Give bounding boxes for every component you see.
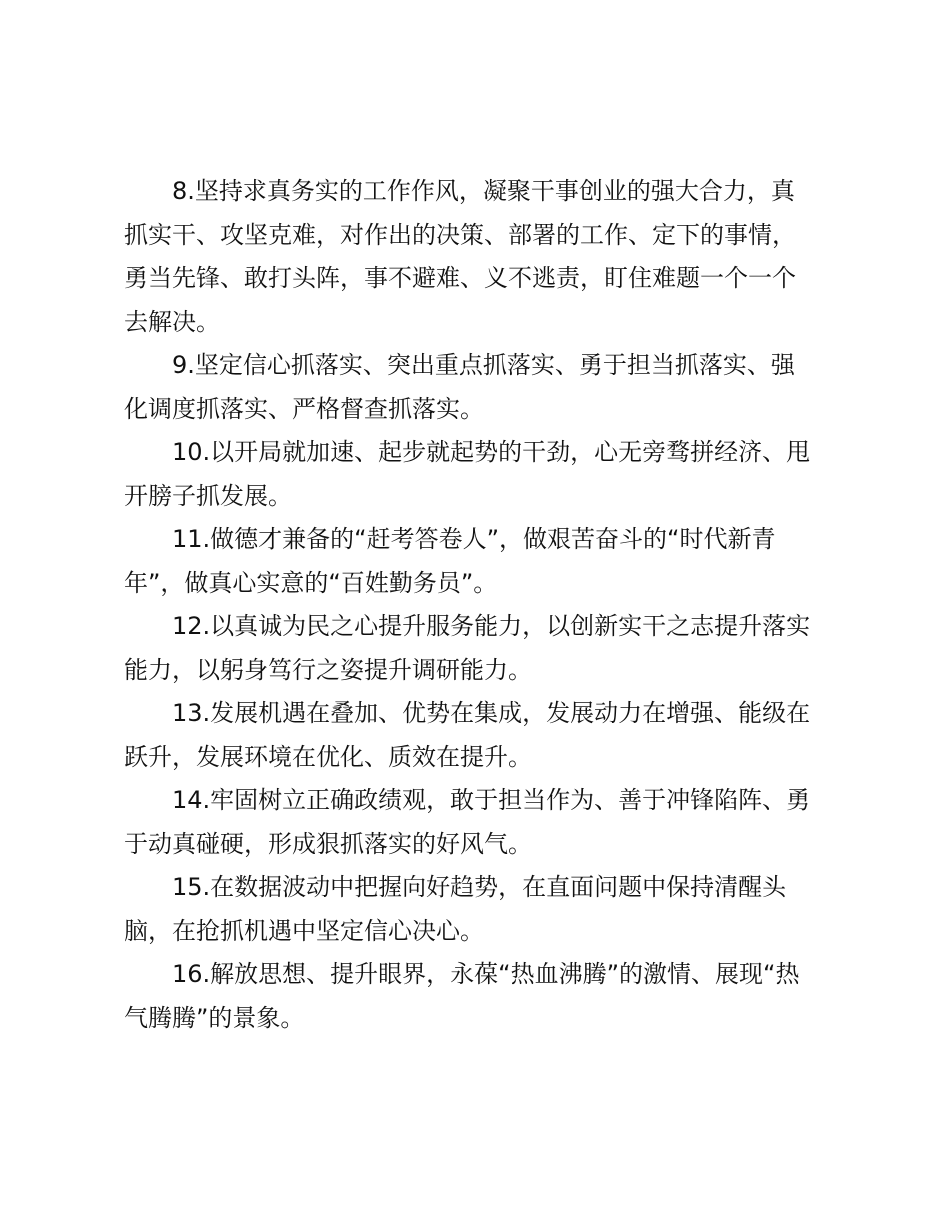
paragraph-line: 15.在数据波动中把握向好趋势，在直面问题中保持清醒头 (172, 873, 787, 901)
paragraph-12 (124, 605, 836, 692)
paragraph-line: 年”，做真心实意的“百姓勤务员”。 (124, 568, 498, 597)
paragraph-line: 能力，以躬身笃行之姿提升调研能力。 (124, 655, 532, 684)
paragraph-line: 脑，在抢抓机遇中坚定信心决心。 (124, 916, 484, 945)
paragraph-line: 14.牢固树立正确政绩观，敢于担当作为、善于冲锋陷阵、勇 (172, 786, 811, 814)
document-body (124, 170, 836, 1040)
paragraph-line: 13.发展机遇在叠加、优势在集成，发展动力在增强、能级在 (172, 699, 811, 727)
paragraph-line: 于动真碰硬，形成狠抓落实的好风气。 (124, 829, 532, 858)
paragraph-line: 9.坚定信心抓落实、突出重点抓落实、勇于担当抓落实、强 (172, 351, 795, 379)
paragraph-10 (124, 431, 836, 518)
paragraph-line: 去解决。 (124, 307, 220, 336)
paragraph-line: 化调度抓落实、严格督查抓落实。 (124, 394, 484, 423)
paragraph-line: 11.做德才兼备的“赶考答卷人”，做艰苦奋斗的“时代新青 (172, 525, 776, 553)
paragraph-14 (124, 779, 836, 866)
paragraph-line: 开膀子抓发展。 (124, 481, 292, 510)
paragraph-8 (124, 170, 836, 344)
paragraph-15 (124, 866, 836, 953)
paragraph-line: 12.以真诚为民之心提升服务能力，以创新实干之志提升落实 (172, 612, 811, 640)
paragraph-line: 勇当先锋、敢打头阵，事不避难、义不逃责，盯住难题一个一个 (124, 264, 796, 292)
paragraph-11 (124, 518, 836, 605)
paragraph-line: 跃升，发展环境在优化、质效在提升。 (124, 742, 532, 771)
paragraph-line: 10.以开局就加速、起步就起势的干劲，心无旁骛拼经济、甩 (172, 438, 811, 466)
paragraph-16 (124, 953, 836, 1040)
paragraph-line: 气腾腾”的景象。 (124, 1003, 305, 1032)
paragraph-9 (124, 344, 836, 431)
paragraph-13 (124, 692, 836, 779)
paragraph-line: 16.解放思想、提升眼界，永葆“热血沸腾”的激情、展现“热 (172, 960, 800, 988)
paragraph-line: 抓实干、攻坚克难，对作出的决策、部署的工作、定下的事情， (124, 220, 796, 249)
paragraph-line: 8.坚持求真务实的工作作风，凝聚干事创业的强大合力，真 (172, 177, 795, 205)
